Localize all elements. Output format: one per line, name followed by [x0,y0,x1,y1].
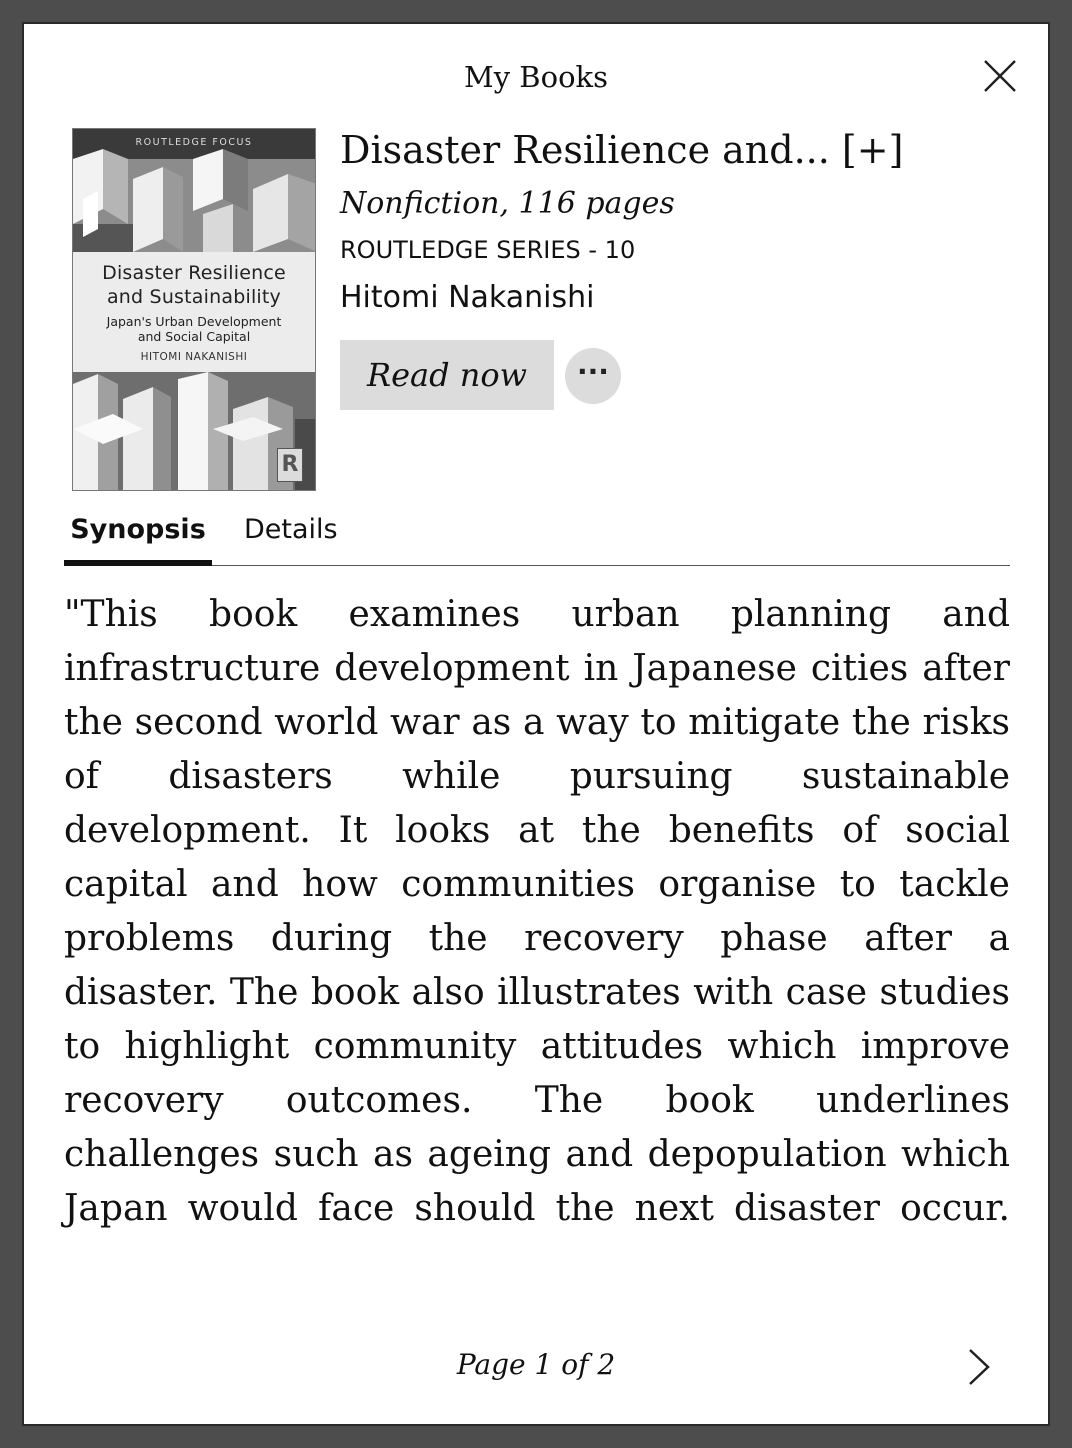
tab-bar [64,512,1010,566]
tab-synopsis[interactable]: Synopsis [64,512,212,566]
cover-subtitle-line2: and Social Capital [137,329,251,344]
cover-title-line2: and Sustainability [106,286,282,308]
ellipsis-icon: ··· [577,355,609,388]
book-author[interactable]: Hitomi Nakanishi [340,280,595,315]
book-genre-pages: Nonfiction, 116 pages [340,186,675,221]
synopsis-text: "This book examines urban planning and infrastructure development in Japanese cities after the second world war as a way to mitigate the risks of disasters while pursuing sustainable development. It looks at the benefits of social capital and how communities organise to tackle problems during the recovery phase after a disaster. The book also illustrates with case studies to highlight community attitudes which improve recovery outcomes. The book underlines challenges such as ageing and depopulation which Japan would face should the next disaster occur. [64,594,1010,1229]
cover-title-band [73,252,315,372]
page-indicator: Page 1 of 2 [456,1348,616,1381]
publisher-logo: R [277,448,303,482]
cover-author: HITOMI NAKANISHI [140,351,248,363]
close-icon [980,56,1020,96]
chevron-right-icon [960,1346,996,1388]
cover-title-line1: Disaster Resilience [102,262,286,284]
book-cover[interactable] [72,128,316,491]
cover-subtitle-line1: Japan's Urban Development [106,314,282,329]
more-options-button[interactable] [565,348,621,404]
book-details-dialog [22,22,1050,1426]
close-button[interactable] [980,56,1020,96]
read-now-button[interactable]: Read now [340,340,554,410]
next-page-button[interactable] [960,1346,996,1388]
book-title[interactable]: Disaster Resilience and... [+] [340,128,904,172]
book-series[interactable]: ROUTLEDGE SERIES - 10 [340,236,636,264]
tab-details[interactable]: Details [244,514,338,545]
dialog-title: My Books [464,60,608,94]
cover-series-label: ROUTLEDGE FOCUS [135,137,253,148]
